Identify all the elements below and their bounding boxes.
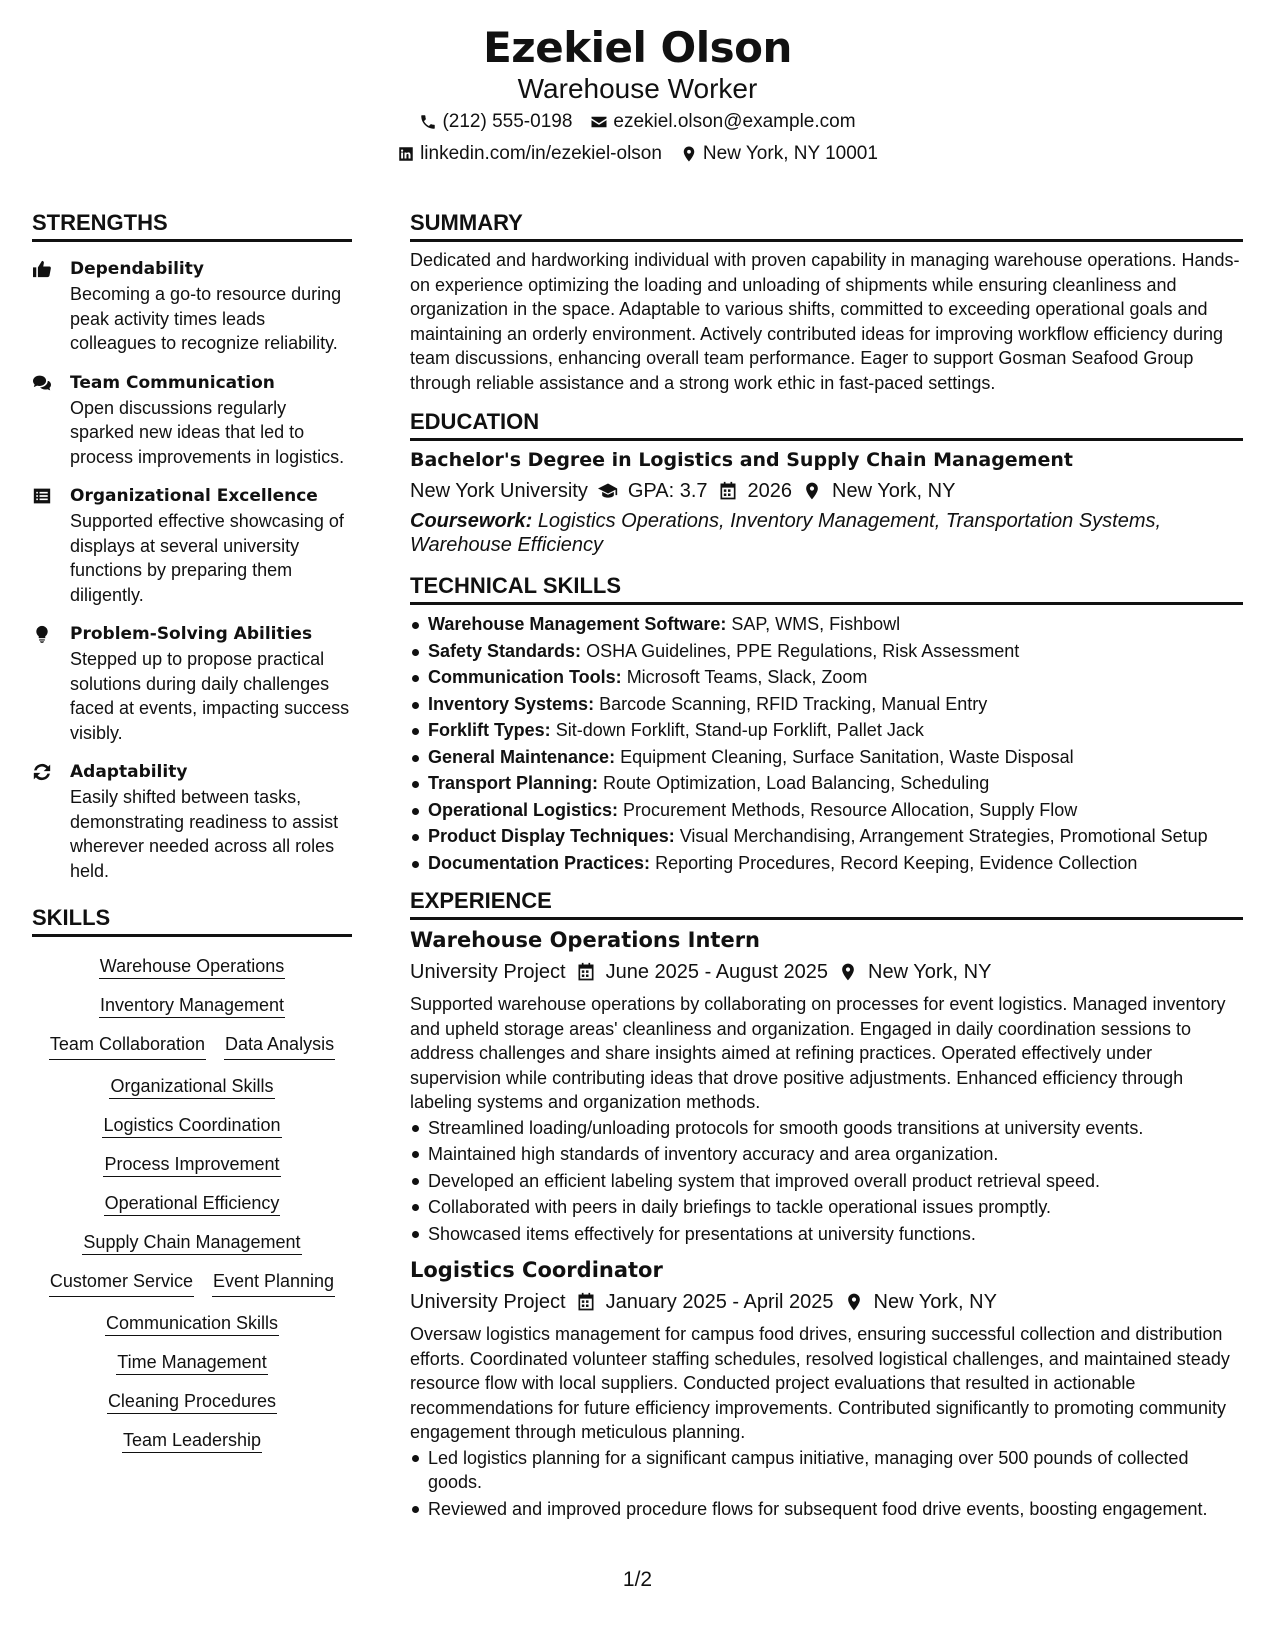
strength-item [32,621,352,745]
school-name: New York University [410,480,588,502]
contact-row-1 [0,106,1275,138]
lightbulb-icon [32,625,52,643]
strength-item [32,256,352,356]
calendar-icon [576,1292,596,1312]
map-marker-icon [802,481,822,501]
tech-skill-label: Documentation Practices: [428,852,651,873]
experience-heading: EXPERIENCE [410,886,1243,920]
list-item [410,611,1243,638]
job-description: Supported warehouse operations by collaborating on processes for event logistics. Managed inventory and upheld storage areas' cleanliness and organization. Engaged in daily coordination sessions to address challenges and share insights aimed at refining practices. Operated effectively under supervision while contributing ideas that drove positive adjustments. Enhanced efficiency through labeling systems and organization methods. [410,994,1226,1112]
refresh-icon [32,763,52,781]
calendar-icon [718,481,738,501]
tech-skill-value: Sit-down Forklift, Stand-up Forklift, Pallet Jack [555,720,924,740]
strength-desc: Supported effective showcasing of displays at several university functions by preparing them diligently. [70,511,344,605]
skill-tag: Organizational Skills [109,1076,274,1099]
tech-skill-label: General Maintenance: [428,746,616,767]
skills-heading: SKILLS [32,903,352,937]
summary-text: Dedicated and hardworking individual with proven capability in managing warehouse operations. Hands-on experience optimizing the loading and unloading of shipments while ensuring cleanliness and organization in the space. Adaptable to various shifts, committed to exceeding operational goals and maintaining an orderly environment. Actively contributed ideas for improving workflow efficiency during team discussions, enhancing overall team performance. Eager to support Gosman Seafood Group through reliable assistance and a strong work ethic in fast-paced settings. [410,250,1240,393]
list-item [410,850,1243,877]
strength-desc: Easily shifted between tasks, demonstrating readiness to assist wherever needed across all roles held. [70,787,339,881]
skill-tag: Customer Service [49,1268,194,1297]
job-meta [410,1286,1243,1318]
list-item [410,717,1243,744]
strength-title: Problem-Solving Abilities [70,624,313,644]
calendar-icon [576,962,596,982]
strength-title: Team Communication [70,372,275,393]
education-heading: EDUCATION [410,407,1243,441]
job-dates: January 2025 - April 2025 [605,1291,834,1313]
candidate-name: Ezekiel Olson [483,23,792,72]
list-item [410,691,1243,718]
list-item [410,664,1243,691]
email-contact[interactable] [590,106,855,138]
job-location: New York, NY [868,961,992,983]
strength-desc: Becoming a go-to resource during peak activity times leads colleagues to recognize reliability. [70,284,342,353]
degree-title: Bachelor's Degree in Logistics and Supply Chain Management [410,449,1073,471]
phone-text: (212) 555-0198 [442,111,573,132]
skill-tag: Cleaning Procedures [107,1391,277,1414]
list-item: Reviewed and improved procedure flows for subsequent food drive events, boosting engagement. [410,1497,1243,1522]
job-org: University Project [410,961,566,983]
tech-skill-label: Safety Standards: [428,640,582,661]
graduation-cap-icon [598,481,618,501]
map-marker-icon [680,145,698,163]
job-title: Logistics Coordinator [410,1258,663,1282]
list-item [410,797,1243,824]
tech-skill-label: Communication Tools: [428,667,622,687]
left-column [32,208,352,1453]
email-text[interactable]: ezekiel.olson@example.com [613,111,856,132]
job-bullets [410,1446,1243,1522]
strength-title: Adaptability [70,762,188,782]
list-item [410,770,1243,797]
tech-skill-value: OSHA Guidelines, PPE Regulations, Risk Assessment [586,640,1020,661]
tech-skill-value: Equipment Cleaning, Surface Sanitation, Waste Disposal [620,746,1074,767]
list-item [410,638,1243,665]
tech-skill-label: Product Display Techniques: [428,826,675,846]
list-item: Maintained high standards of inventory accuracy and area organization. [410,1142,1243,1167]
list-alt-icon [32,487,52,505]
skill-tag: Team Collaboration [49,1031,206,1060]
linkedin-text[interactable]: linkedin.com/in/ezekiel-olson [420,143,662,164]
technical-skills-list [410,611,1243,876]
tech-skill-value: SAP, WMS, Fishbowl [731,614,901,634]
tech-skill-value: Visual Merchandising, Arrangement Strategies, Promotional Setup [679,826,1208,846]
list-item: Led logistics planning for a significant campus initiative, managing over 500 pounds of collected goods. [410,1446,1243,1495]
tech-skill-value: Route Optimization, Load Balancing, Scheduling [603,773,990,793]
map-marker-icon [844,1292,864,1312]
tech-skill-label: Operational Logistics: [428,799,619,820]
location-contact [680,138,878,170]
skill-tag: Warehouse Operations [99,956,285,979]
strength-title: Dependability [70,259,204,279]
job-entry [410,1254,1243,1521]
education-location: New York, NY [832,480,956,502]
location-text: New York, NY 10001 [702,143,878,164]
gpa-text: GPA: 3.7 [627,480,708,502]
comments-icon [32,374,52,392]
candidate-role: Warehouse Worker [517,73,758,104]
list-item: Collaborated with peers in daily briefings to tackle operational issues promptly. [410,1195,1243,1220]
strength-item [32,483,352,607]
strength-item [32,370,352,470]
map-marker-icon [838,962,858,982]
tech-skill-value: Procurement Methods, Resource Allocation, Supply Flow [623,799,1078,820]
coursework-label: Coursework: [410,510,533,532]
graduation-year: 2026 [747,480,793,502]
job-description: Oversaw logistics management for campus food drives, ensuring successful collection and distribution efforts. Coordinated volunteer staffing schedules, resolved logistical challenges, and maintained steady resource flow with local suppliers. Conducted project evaluations that resulted in actionable recommendations for future efficiency improvements. Contributed significantly to promoting community engagement through meticulous planning. [410,1324,1230,1442]
strength-item [32,759,352,883]
technical-skills-heading: TECHNICAL SKILLS [410,571,1243,605]
tech-skill-value: Reporting Procedures, Record Keeping, Evidence Collection [655,852,1138,873]
resume-header [0,22,1275,170]
skill-tag: Team Leadership [122,1430,262,1453]
tech-skill-label: Transport Planning: [428,773,599,793]
job-bullets [410,1116,1243,1247]
tech-skill-label: Warehouse Management Software: [428,614,727,634]
strength-desc: Stepped up to propose practical solutions during daily challenges faced at events, impacting success visibly. [70,649,350,743]
list-item [410,744,1243,771]
education-meta [410,475,1243,507]
phone-icon [419,113,437,131]
skill-tag: Process Improvement [103,1154,280,1177]
tech-skill-label: Inventory Systems: [428,693,595,714]
skill-tag: Supply Chain Management [82,1232,301,1255]
job-entry [410,924,1243,1246]
list-item: Developed an efficient labeling system that improved overall product retrieval speed. [410,1169,1243,1194]
coursework-text: Logistics Operations, Inventory Management, Transportation Systems, Warehouse Efficiency [410,510,1162,556]
list-item: Showcased items effectively for presentations at university functions. [410,1222,1243,1247]
envelope-icon [590,113,608,131]
skills-list [32,953,352,1453]
thumbs-up-icon [32,260,52,278]
tech-skill-label: Forklift Types: [428,720,551,740]
phone-contact [419,106,572,138]
list-item [410,823,1243,850]
skill-tag: Time Management [116,1352,267,1375]
skill-tag: Operational Efficiency [104,1193,281,1216]
job-title: Warehouse Operations Intern [410,928,760,952]
tech-skill-value: Microsoft Teams, Slack, Zoom [626,667,868,687]
job-org: University Project [410,1291,566,1313]
strengths-heading: STRENGTHS [32,208,352,242]
linkedin-contact[interactable] [397,138,662,170]
skill-tag: Data Analysis [224,1031,335,1060]
list-item: Streamlined loading/unloading protocols for smooth goods transitions at university events. [410,1116,1243,1141]
skill-tag: Event Planning [212,1268,335,1297]
contact-row-2 [0,138,1275,170]
job-location: New York, NY [873,1291,997,1313]
page-number: 1/2 [622,1568,653,1591]
skill-tag: Inventory Management [99,995,285,1018]
strength-title: Organizational Excellence [70,486,318,506]
summary-heading: SUMMARY [410,208,1243,242]
strength-desc: Open discussions regularly sparked new ideas that led to process improvements in logistics. [70,397,345,467]
job-dates: June 2025 - August 2025 [605,961,829,983]
tech-skill-value: Barcode Scanning, RFID Tracking, Manual Entry [599,693,988,714]
right-column [410,208,1243,1523]
job-meta [410,956,1243,988]
skill-tag: Communication Skills [105,1313,279,1336]
linkedin-icon [397,145,415,163]
skill-tag: Logistics Coordination [102,1115,281,1138]
coursework [410,509,1243,557]
